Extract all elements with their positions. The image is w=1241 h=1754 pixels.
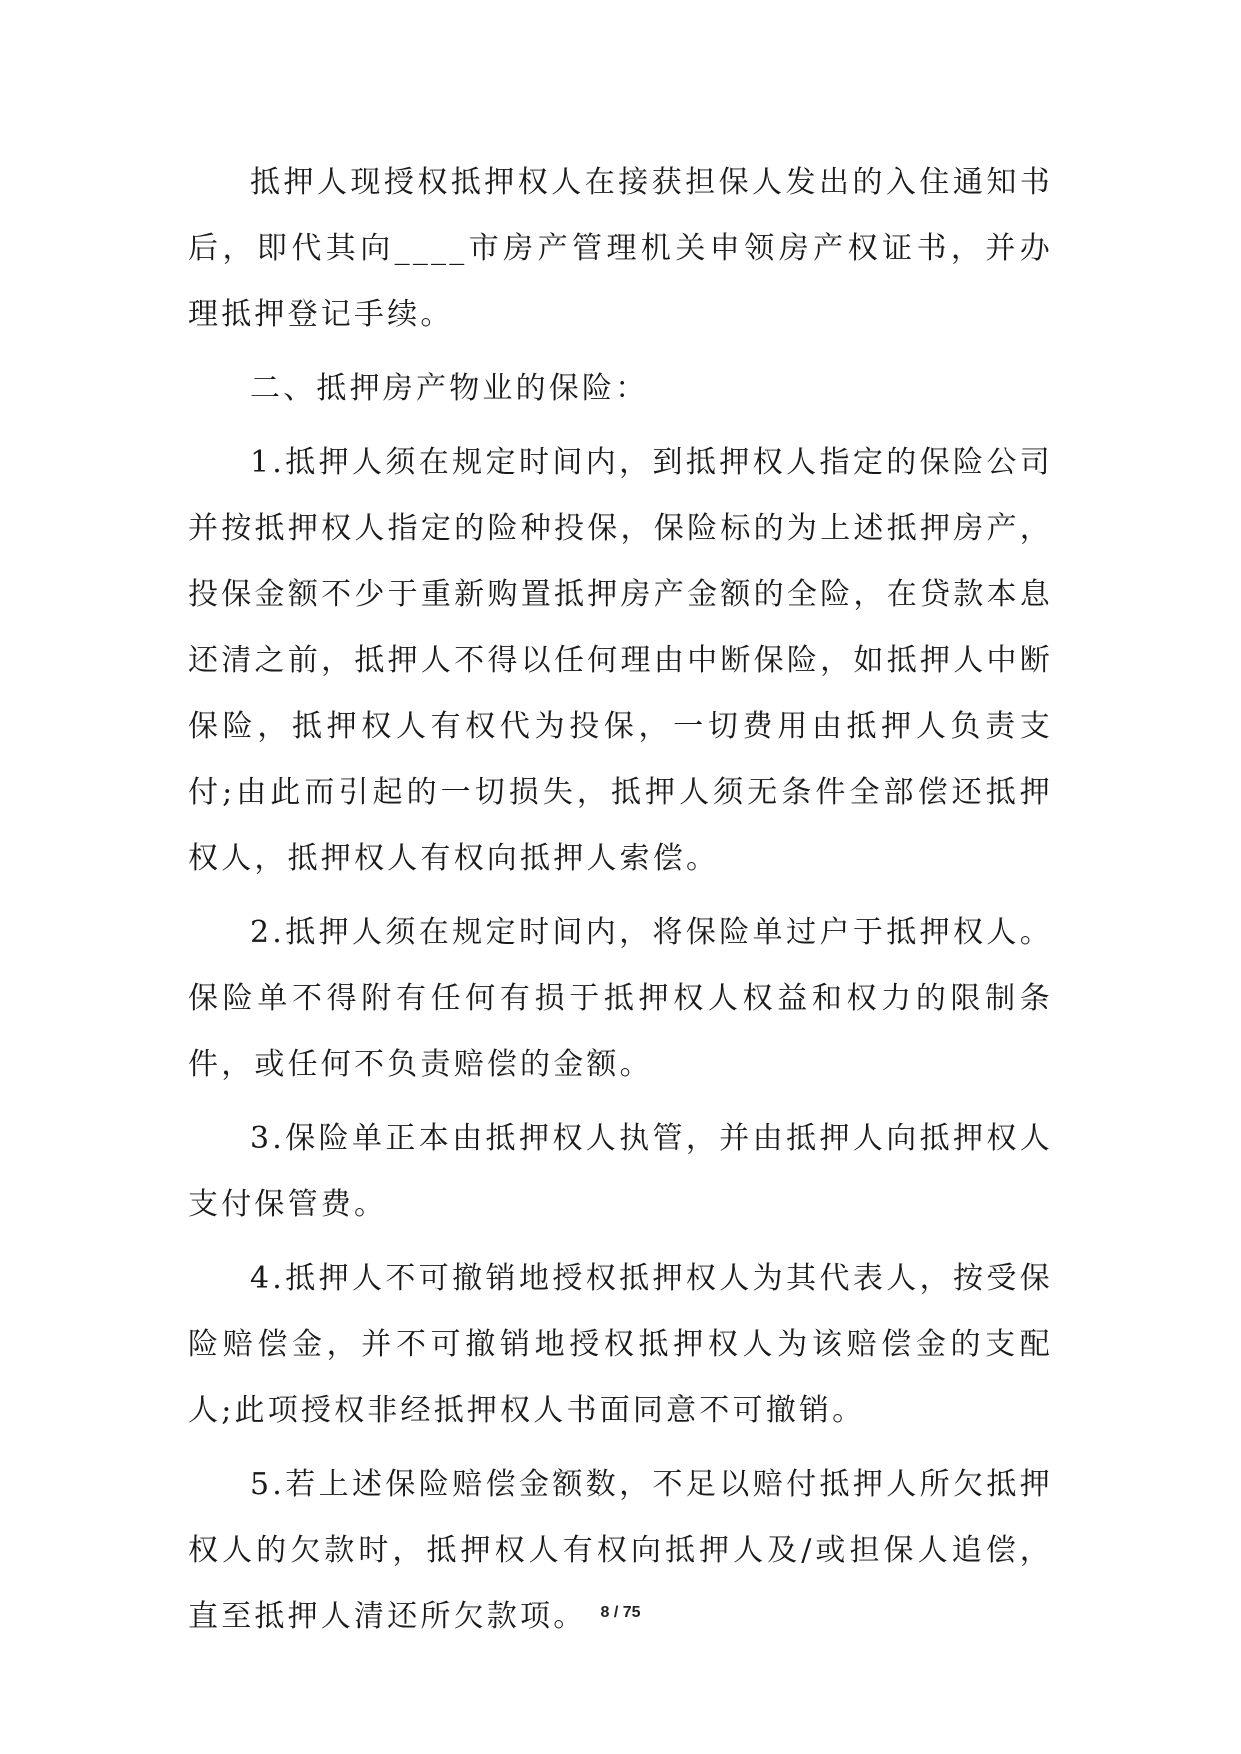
page-number: 8 / 75 xyxy=(600,1604,641,1621)
paragraph-item-1: 1.抵押人须在规定时间内，到抵押权人指定的保险公司并按抵押权人指定的险种投保，保险标的为上述抵押房产，投保金额不少于重新购置抵押房产金额的全险，在贷款本息还清之前，抵押人不得以任何理由中断保险，如抵押人中断保险，抵押权人有权代为投保，一切费用由抵押人负责支付;由此而引起的一切损失，抵押人须无条件全部偿还抵押权人，抵押权人有权向抵押人索偿。 xyxy=(188,445,1053,876)
paragraph-item-4: 4.抵押人不可撤销地授权抵押权人为其代表人，按受保险赔偿金，并不可撤销地授权抵押权人为该赔偿金的支配人;此项授权非经抵押权人书面同意不可撤销。 xyxy=(188,1261,1053,1428)
paragraph-authorization: 抵押人现授权抵押权人在接获担保人发出的入住通知书后，即代其向____市房产管理机关申领房产权证书，并办理抵押登记手续。 xyxy=(188,165,1053,332)
paragraph-item-2: 2.抵押人须在规定时间内，将保险单过户于抵押权人。保险单不得附有任何有损于抵押权人权益和权力的限制条件，或任何不负责赔偿的金额。 xyxy=(188,915,1053,1082)
document-body xyxy=(188,150,1053,1658)
paragraph-item-3: 3.保险单正本由抵押权人执管，并由抵押人向抵押权人支付保管费。 xyxy=(188,1121,1053,1222)
paragraph-item-5: 5.若上述保险赔偿金额数，不足以赔付抵押人所欠抵押权人的欠款时，抵押权人有权向抵押人及/或担保人追偿，直至抵押人清还所欠款项。 xyxy=(188,1467,1053,1634)
section-heading-insurance: 二、抵押房产物业的保险： xyxy=(250,371,649,406)
